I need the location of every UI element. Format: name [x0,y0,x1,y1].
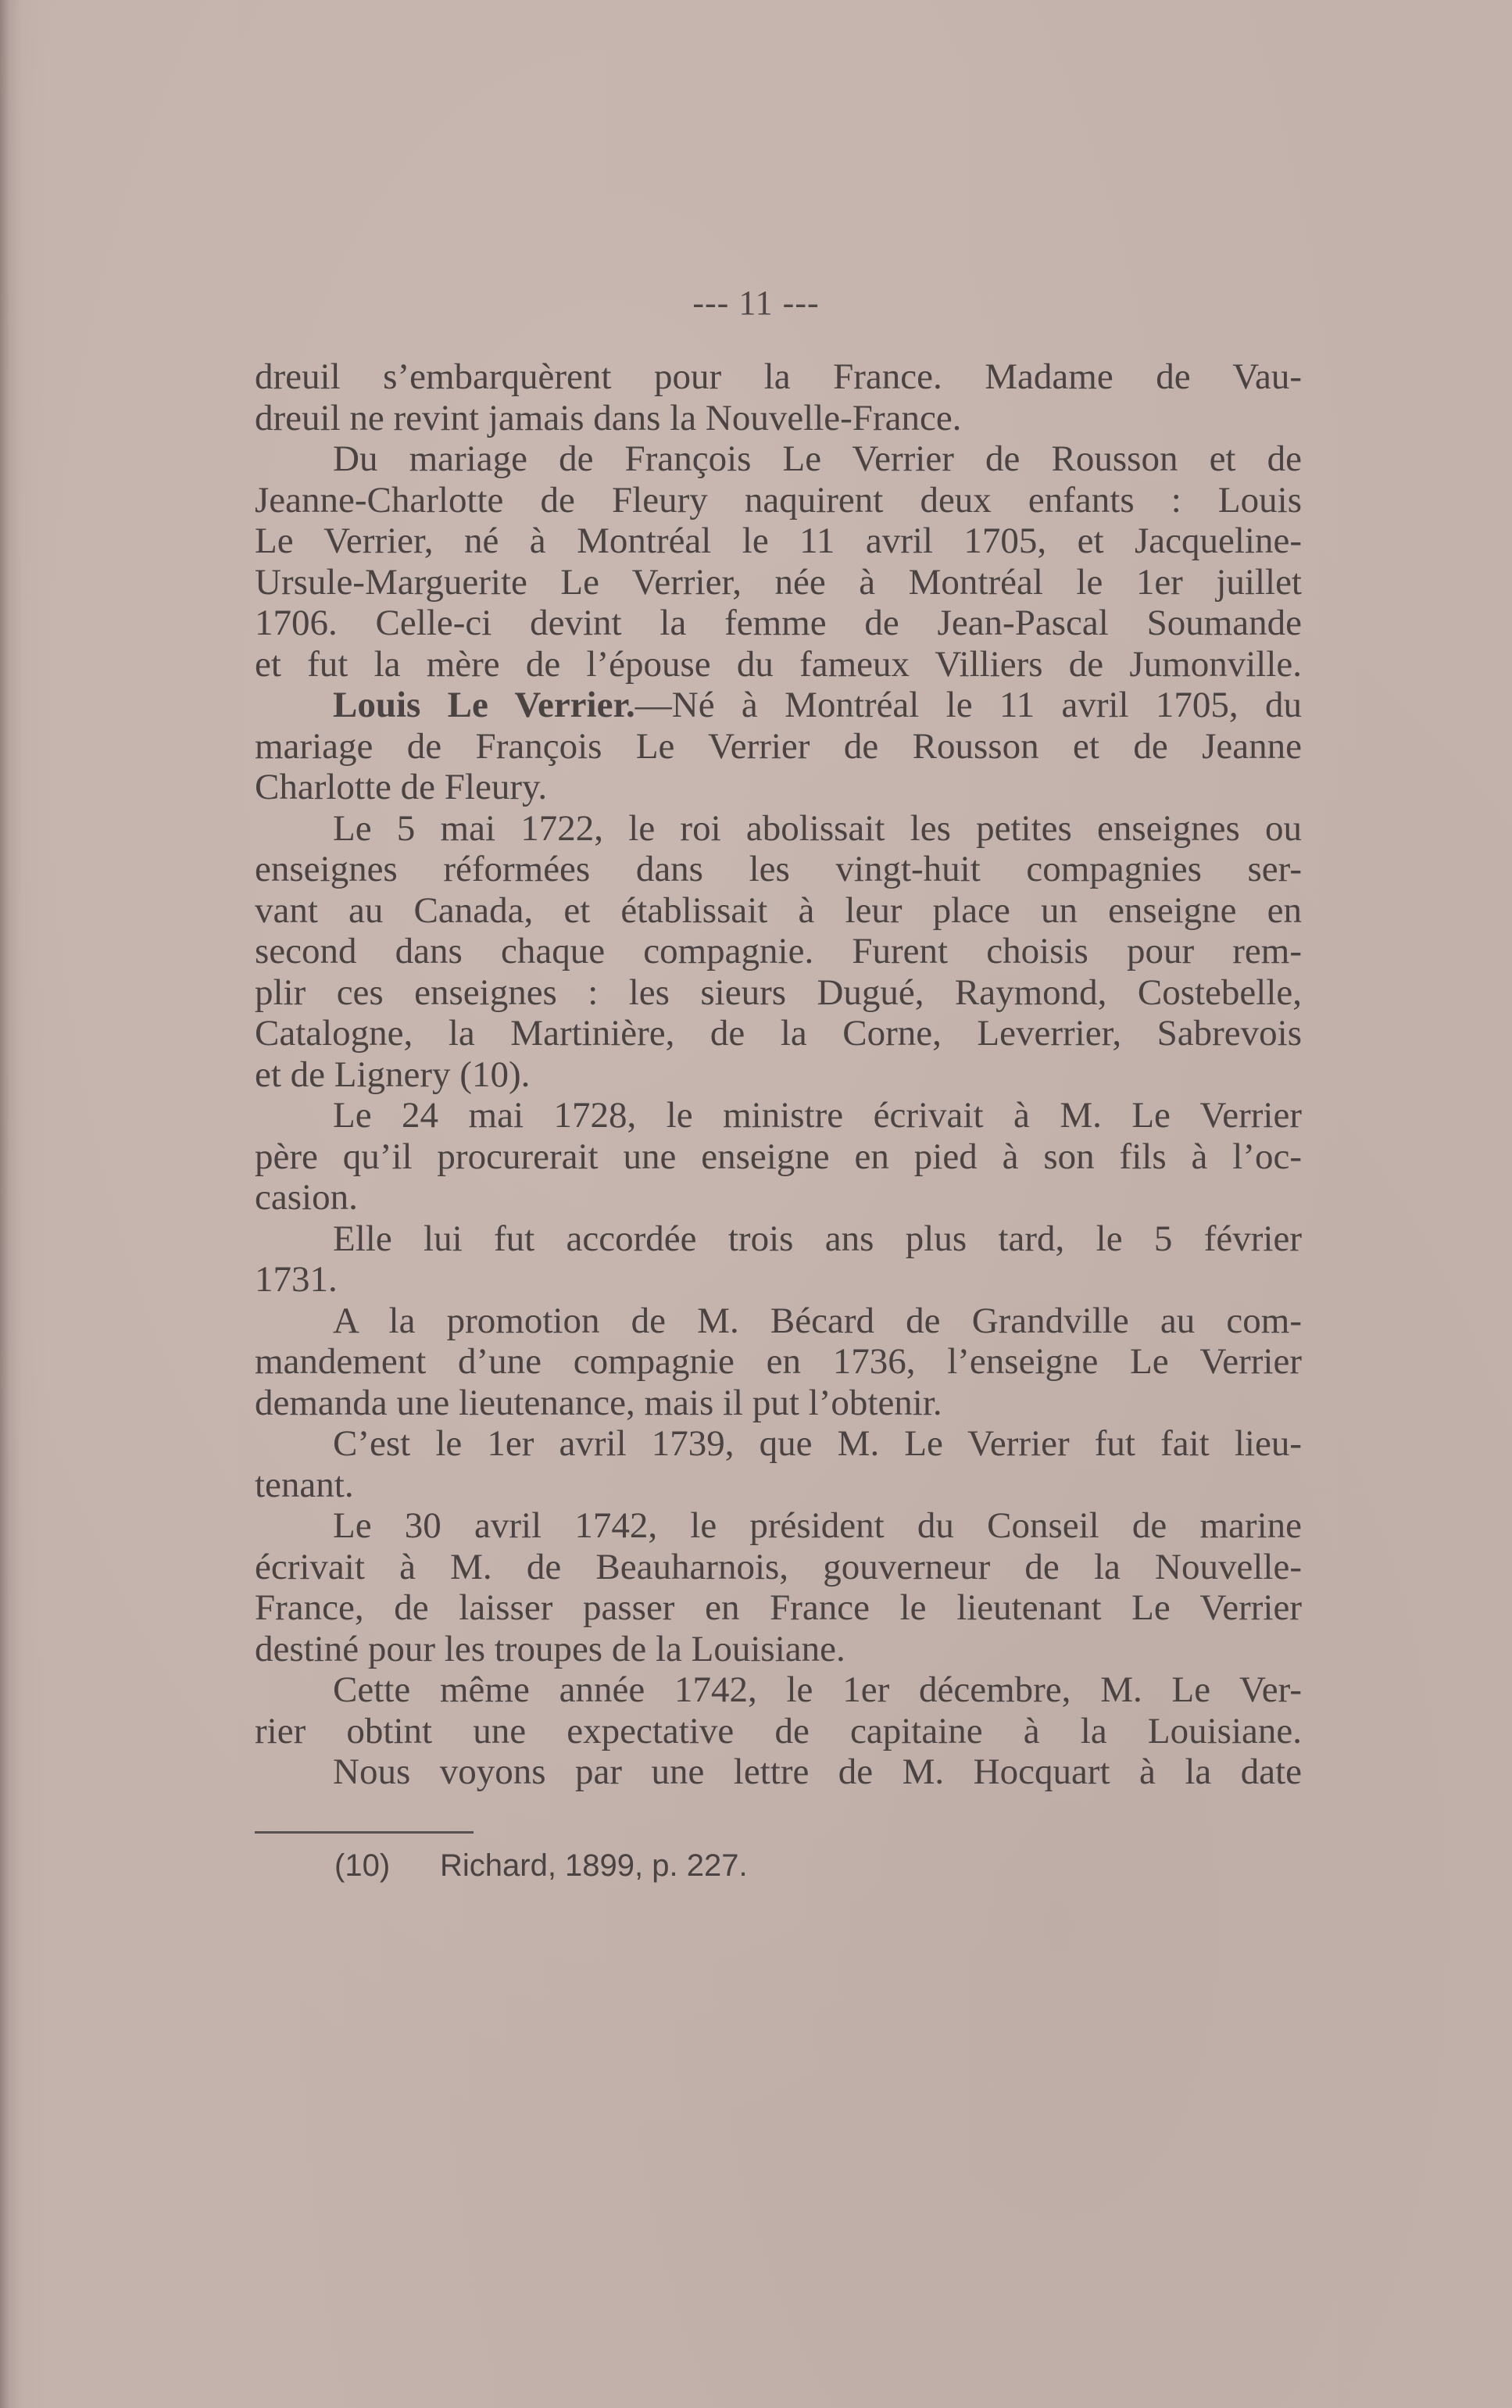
text-line: vant au Canada, et établissait à leur place un enseigne en [255,889,1302,931]
text-line: A la promotion de M. Bécard de Grandville au com- [333,1300,1302,1341]
text-line: Le 5 mai 1722, le roi abolissait les petites enseignes ou [333,807,1302,849]
text-line: Nous voyons par une lettre de M. Hocquart à la date [333,1751,1302,1792]
text-line: France, de laisser passer en France le lieutenant Le Verrier [255,1587,1302,1628]
text-line: destiné pour les troupes de la Louisiane. [255,1628,845,1669]
text-line: Elle lui fut accordée trois ans plus tard, le 5 février [333,1218,1302,1259]
text-line: tenant. [255,1464,354,1505]
text-line: Charlotte de Fleury. [255,767,548,807]
text-line: mandement d’une compagnie en 1736, l’enseigne Le Verrier [255,1341,1302,1382]
text-line: second dans chaque compagnie. Furent choisis pour rem- [255,931,1302,971]
text-line: Le 24 mai 1728, le ministre écrivait à M. Le Verrier [333,1095,1302,1136]
text-line: enseignes réformées dans les vingt-huit compagnies ser- [255,849,1302,889]
text-line: C’est le 1er avril 1739, que M. Le Verrier fut fait lieu- [333,1423,1302,1464]
text-line: Le 30 avril 1742, le président du Conseil de marine [333,1505,1302,1546]
footnote-text: Richard, 1899, p. 227. [440,1848,748,1883]
text-line: père qu’il procurerait une enseigne en pied à son fils à l’oc- [255,1136,1302,1177]
text-line: rier obtint une expectative de capitaine à la Louisiane. [255,1710,1302,1751]
text-line: demanda une lieutenance, mais il put l’obtenir. [255,1382,942,1423]
text-line: casion. [255,1177,358,1218]
text-line: dreuil s’embarquèrent pour la France. Madame de Vau- [255,356,1302,397]
text-line: Du mariage de François Le Verrier de Rousson et de [333,438,1302,479]
section-heading: Louis Le Verrier. [333,685,635,725]
heading-line-text: —Né à Montréal le 11 avril 1705, du [634,685,1302,725]
text-line: et de Lignery (10). [255,1054,531,1095]
text-line: plir ces enseignes : les sieurs Dugué, Raymond, Costebelle, [255,971,1302,1013]
text-line: mariage de François Le Verrier de Rousson et de Jeanne [255,725,1302,767]
text-line: et fut la mère de l’épouse du fameux Villiers de Jumonville. [255,643,1302,685]
text-line: Le Verrier, né à Montréal le 11 avril 1705, et Jacqueline- [255,521,1302,561]
footnote [334,1846,748,1885]
footnote-number: (10) [334,1848,391,1883]
text-line: écrivait à M. de Beauharnois, gouverneur de la Nouvelle- [255,1546,1302,1587]
footnote-divider [255,1831,474,1834]
text-line: Ursule-Marguerite Le Verrier, née à Montréal le 1er juillet [255,561,1302,603]
text-line: Jeanne-Charlotte de Fleury naquirent deux enfants : Louis [255,479,1302,521]
page-number: --- 11 --- [692,284,820,322]
heading-line [255,685,1302,726]
text-line: Cette même année 1742, le 1er décembre, M. Le Ver- [333,1669,1302,1710]
body-text [255,356,1302,1793]
text-line: Catalogne, la Martinière, de la Corne, Leverrier, Sabrevois [255,1013,1302,1054]
binding-edge [0,0,23,2408]
text-line: 1731. [255,1259,338,1300]
text-line: dreuil ne revint jamais dans la Nouvelle-France. [255,397,962,438]
text-line: 1706. Celle-ci devint la femme de Jean-Pascal Soumande [255,603,1302,643]
